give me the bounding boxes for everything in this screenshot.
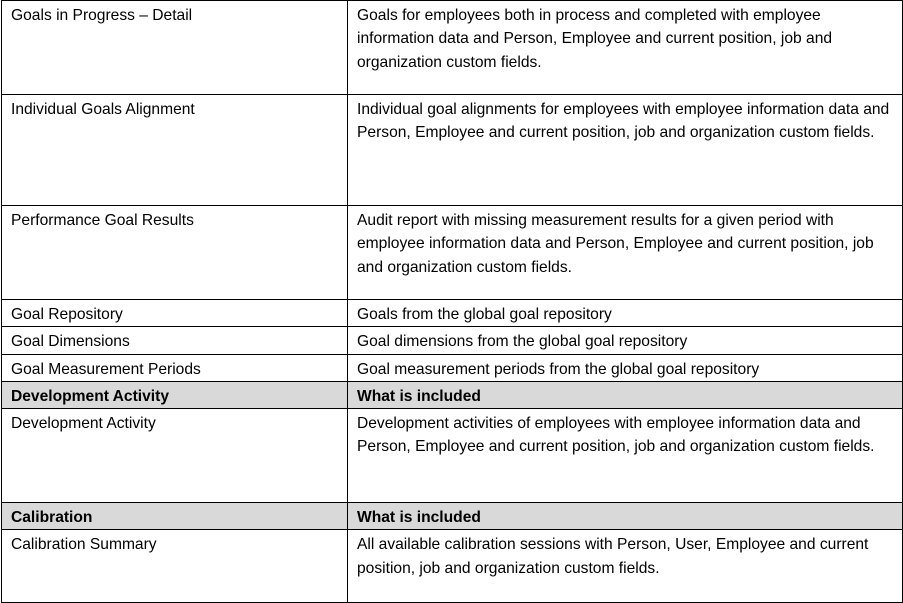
report-description-cell: Goals from the global goal repository	[348, 300, 903, 327]
table-row	[2, 300, 903, 327]
report-description-cell: Goal dimensions from the global goal repository	[348, 327, 903, 354]
report-description-cell: Goals for employees both in process and completed with employee information data and Person, Employee and current position, job and organization custom fields.	[348, 1, 903, 95]
report-name-cell: Calibration Summary	[2, 530, 348, 603]
report-name-cell: Goals in Progress – Detail	[2, 1, 348, 95]
section-header-row	[2, 381, 903, 408]
table-row	[2, 409, 903, 503]
section-column-header-cell: What is included	[348, 503, 903, 530]
report-name-cell: Goal Repository	[2, 300, 348, 327]
report-description-cell: Audit report with missing measurement results for a given period with employee information data and Person, Employee and current position, job and organization custom fields.	[348, 206, 903, 300]
table-row	[2, 327, 903, 354]
table-row	[2, 354, 903, 381]
report-name-cell: Performance Goal Results	[2, 206, 348, 300]
report-description-cell: Development activities of employees with employee information data and Person, Employee and current position, job and organization custom fields.	[348, 409, 903, 503]
report-description-cell: Goal measurement periods from the global goal repository	[348, 354, 903, 381]
report-description-cell: Individual goal alignments for employees with employee information data and Person, Employee and current position, job and organization custom fields.	[348, 95, 903, 206]
report-name-cell: Individual Goals Alignment	[2, 95, 348, 206]
table-row	[2, 95, 903, 206]
table-row	[2, 1, 903, 95]
report-name-cell: Development Activity	[2, 409, 348, 503]
table-row	[2, 206, 903, 300]
table-row	[2, 530, 903, 603]
report-name-cell: Goal Measurement Periods	[2, 354, 348, 381]
report-name-cell: Goal Dimensions	[2, 327, 348, 354]
report-description-cell: All available calibration sessions with Person, User, Employee and current position, job and organization custom fields.	[348, 530, 903, 603]
section-column-header-cell: What is included	[348, 381, 903, 408]
section-title-cell: Calibration	[2, 503, 348, 530]
section-header-row	[2, 503, 903, 530]
section-title-cell: Development Activity	[2, 381, 348, 408]
report-description-table	[1, 0, 903, 603]
